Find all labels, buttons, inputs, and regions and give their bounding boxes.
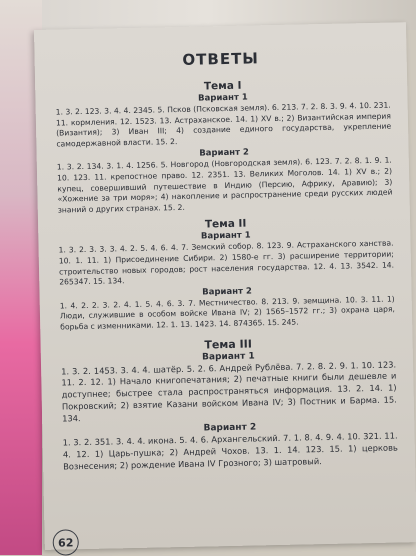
variant-answers: 1. 3. 2. 351. 3. 4. 4. икона. 5. 4. 6. Архангельский. 7. 1. 8. 4. 9. 4. 10. 321. 11. 4. 12. 1) Царь-пушка; 2) Андрей Чохов. 13. 1. 14. 123. 15. 1) церковь Вознесения; 2) рождение Ивана IV Грозного; 3) шатровый. [62, 430, 398, 472]
book-page [34, 22, 416, 550]
variant-answers: 1. 4. 2. 2. 3. 2. 4. 1. 5. 4. 6. 3. 7. Местничество. 8. 213. 9. земщина. 10. 3. 11. 1) Люди, служившие в особом войске Ивана IV; 2) 1565–1572 гг.; 3) охрана царя, борьба с изменниками. 12. 1. 13. 1423. 14. 874365. 15. 245. [59, 294, 396, 332]
page-heading: ОТВЕТЫ [182, 49, 260, 69]
variant-label: Вариант 1 [201, 350, 255, 363]
variant-label: Вариант 1 [198, 92, 248, 104]
variant-answers: 1. 3. 2. 3. 3. 3. 4. 2. 5. 4. 6. 4. 7. Земский собор. 8. 123. 9. Астраханского ханства. 10. 1. 11. 1) Присоединение Сибири. 2) 1580-е гг. 3) расширение территории; строительство новых городов; рост населения государства. 12. 4. 13. 3542. 14. 265347. 15. 134. [58, 238, 395, 287]
variant-label: Вариант 2 [202, 286, 252, 298]
answers-content [55, 71, 398, 476]
variant-answers: 1. 3. 2. 134. 3. 1. 4. 1256. 5. Новгород (Новгородская земля). 6. 123. 7. 2. 8. 1. 9. 1. 10. 123. 11. крепостное право. 12. 2351. 13. Великих Моголов. 14. 1) XV в.; 2) купец, совершивший путешествие в Индию (Персию, Африку, Аравию); 3) «Хожение за три моря»; 4) накопление и распространение среди русских людей знаний о других странах. 15. 2. [56, 155, 393, 215]
variant-label: Вариант 2 [203, 422, 257, 435]
variant-answers: 1. 3. 2. 1453. 3. 4. 4. шатёр. 5. 2. 6. Андрей Рублёва. 7. 2. 8. 2. 9. 1. 10. 123. 11. 2. 12. 1) Начало книгопечатания; 2) печатные книги были дешевле и доступнее; быстрее стала распространяться информация. 13. 2. 14. 1) Покровский; 2) взятие Казани войском Ивана IV; 3) Постник и Барма. 15. 134. [61, 358, 397, 424]
theme-section-1 [55, 77, 393, 216]
page-number-badge: 62 [52, 529, 79, 556]
theme-section-2 [58, 215, 395, 333]
theme-title: Тема I [203, 79, 242, 93]
variant-answers: 1. 3. 2. 123. 3. 4. 4. 2345. 5. Псков (Псковская земля). 6. 213. 7. 2. 8. 3. 9. 4. 10. 231. 11. кормления. 12. 1523. 13. Астраханское. 14. 1) XV в.; 2) Византийская империя (Византия); 3) Иван III; 4) создание единого государства, укрепление самодержавной власти. 15. 2. [55, 100, 392, 149]
theme-title: Тема II [204, 217, 247, 231]
variant-label: Вариант 1 [200, 230, 251, 242]
theme-title: Тема III [204, 337, 252, 351]
theme-section-3 [61, 334, 399, 473]
variant-label: Вариант 2 [199, 147, 250, 159]
